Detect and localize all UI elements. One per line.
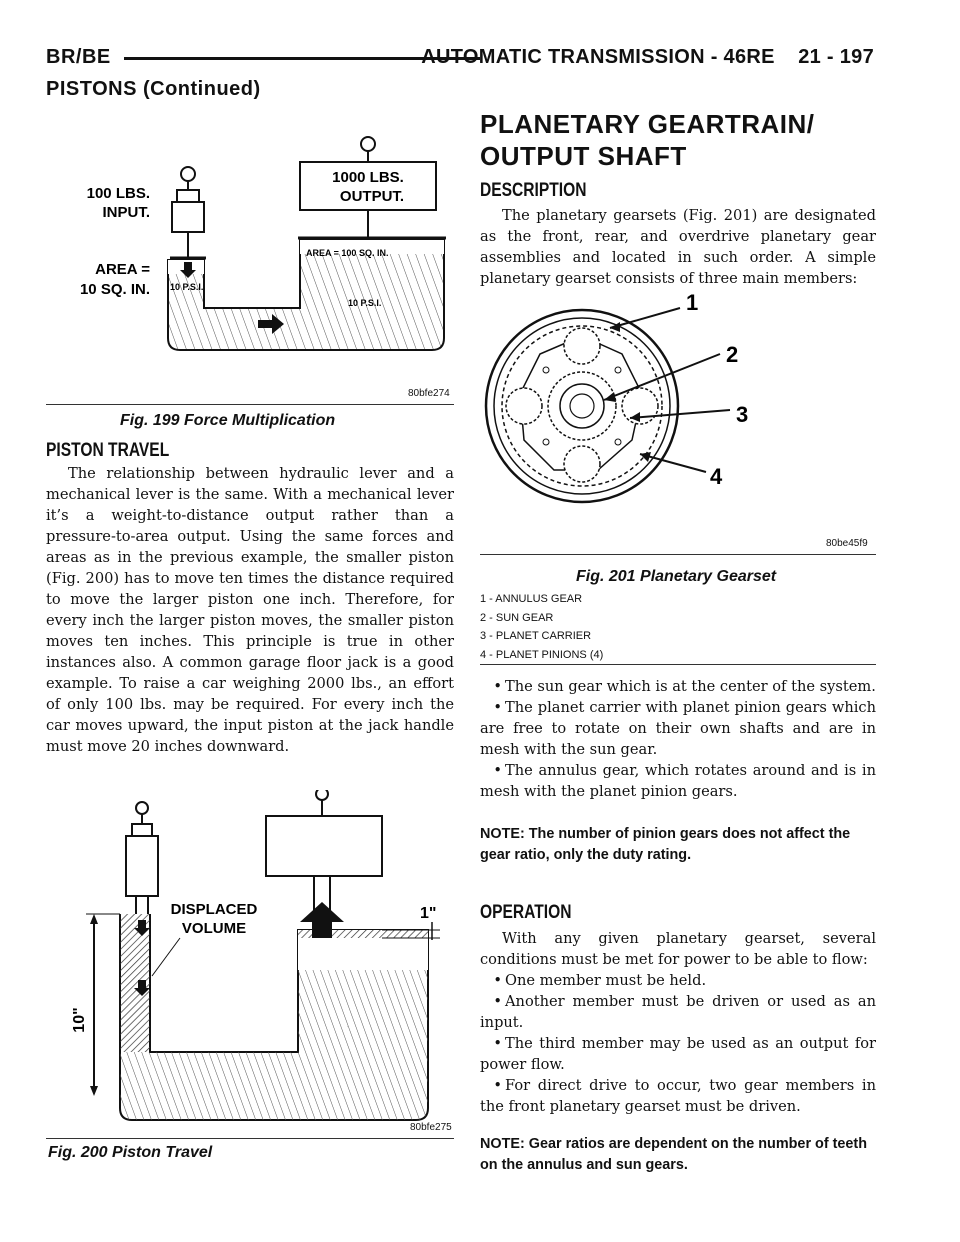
piston-travel-body: The relationship between hydraulic lever and a mechanical lever is the same. With a mechanical lever it’s a weight-to-distance output rather than a pressure-to-area output. Using the same forces and areas as in the previous example, the smaller piston (Fig. 200) has to move ten times the distance required to move the larger piston one inch. Therefore, for every inch the larger piston moves, the smaller piston moves ten inches. This principle is true in other instances also. A common garage floor jack is a good example. To raise a car weighing 2000 lbs., an effort of only 100 lbs. may be required. For every inch the car moves upward, the input piston at the jack handle must move 20 inches downward. bbox=[46, 465, 454, 755]
piston-travel-heading: PISTON TRAVEL bbox=[46, 440, 170, 461]
area-label-2: 10 SQ. IN. bbox=[79, 281, 150, 298]
note-gear-ratios: NOTE: Gear ratios are dependent on the number of teeth on the annulus and sun gears. bbox=[480, 1136, 868, 1173]
header-section-page: AUTOMATIC TRANSMISSION - 46RE 21 - 197 bbox=[421, 46, 874, 68]
figure-201-legend-rule bbox=[480, 664, 876, 665]
bullet-item: • The third member may be used as an output for power flow. bbox=[480, 1035, 876, 1073]
description-heading: DESCRIPTION bbox=[480, 180, 587, 201]
operation-body: With any given planetary gearset, several conditions must be met for power to be able to flow: bbox=[480, 930, 876, 968]
figure-201 bbox=[480, 284, 876, 666]
input-label-2: INPUT. bbox=[102, 204, 150, 221]
figure-201-legend bbox=[480, 590, 603, 664]
legend-item: 4 - PLANET PINIONS (4) bbox=[480, 648, 604, 661]
bullet-item: • One member must be held. bbox=[493, 972, 707, 989]
bullet-item: • The sun gear which is at the center of the system. bbox=[493, 678, 876, 695]
description-body: The planetary gearsets (Fig. 201) are designated as the front, rear, and overdrive planetary gear assemblies and located in such order. A simple planetary gearset consists of three main members: bbox=[480, 207, 876, 287]
figure-201-id: 80be45f9 bbox=[826, 538, 868, 549]
bullet-item: • For direct drive to occur, two gear members in the front planetary gearset must be driven. bbox=[480, 1077, 876, 1115]
page-header bbox=[0, 0, 960, 110]
header-model: BR/BE bbox=[46, 46, 111, 68]
planetary-gearset-diagram bbox=[480, 284, 876, 556]
callout-3: 3 bbox=[736, 402, 749, 427]
output-label-2: OUTPUT. bbox=[339, 188, 405, 205]
bullet-item: • The planet carrier with planet pinion gears which are free to rotate on their own shafts and are in mesh with the sun gear. bbox=[480, 699, 876, 758]
output-label-1: 1000 LBS. bbox=[332, 169, 404, 186]
figure-199 bbox=[46, 128, 454, 438]
header-continued: PISTONS (Continued) bbox=[46, 78, 261, 100]
psi-small-label: 10 P.S.I. bbox=[170, 282, 204, 292]
figure-199-rule bbox=[46, 404, 454, 405]
legend-item: 2 - SUN GEAR bbox=[480, 611, 554, 624]
area-big-label: AREA = 100 SQ. IN. bbox=[306, 248, 389, 258]
figure-200-id: 80bfe275 bbox=[410, 1122, 452, 1133]
displaced-label-2: VOLUME bbox=[181, 920, 247, 937]
planetary-title: PLANETARY GEARTRAIN/ OUTPUT SHAFT bbox=[480, 109, 815, 171]
description-bullets bbox=[480, 676, 876, 802]
figure-201-caption: Fig. 201 Planetary Gearset bbox=[576, 568, 777, 585]
figure-200-rule bbox=[46, 1138, 454, 1139]
displaced-label-1: DISPLACED bbox=[170, 901, 258, 918]
callout-4: 4 bbox=[710, 464, 723, 489]
ten-inch-label: 10" bbox=[71, 1007, 88, 1033]
legend-item: 1 - ANNULUS GEAR bbox=[480, 593, 583, 605]
figure-199-id: 80bfe274 bbox=[408, 388, 450, 399]
callout-2: 2 bbox=[726, 342, 739, 367]
force-multiplication-diagram bbox=[46, 128, 454, 408]
area-label-1: AREA = bbox=[95, 261, 150, 278]
bullet-item: • The annulus gear, which rotates around and is in mesh with the planet pinion gears. bbox=[480, 762, 876, 800]
one-inch-label: 1" bbox=[420, 905, 437, 922]
figure-201-rule bbox=[480, 554, 876, 555]
operation-heading: OPERATION bbox=[480, 902, 572, 923]
bullet-item: • Another member must be driven or used as an input. bbox=[480, 993, 876, 1031]
figure-200 bbox=[46, 790, 454, 1170]
piston-travel-diagram bbox=[46, 790, 454, 1140]
legend-item: 3 - PLANET CARRIER bbox=[480, 630, 592, 642]
psi-big-label: 10 P.S.I. bbox=[348, 298, 382, 308]
note-pinion-gears: NOTE: The number of pinion gears does not affect the gear ratio, only the duty rating. bbox=[480, 826, 851, 863]
figure-199-caption: Fig. 199 Force Multiplication bbox=[120, 412, 336, 429]
callout-1: 1 bbox=[686, 290, 699, 315]
operation-bullets bbox=[480, 970, 876, 1117]
input-label-1: 100 LBS. bbox=[86, 185, 150, 202]
figure-200-caption: Fig. 200 Piston Travel bbox=[48, 1144, 213, 1161]
